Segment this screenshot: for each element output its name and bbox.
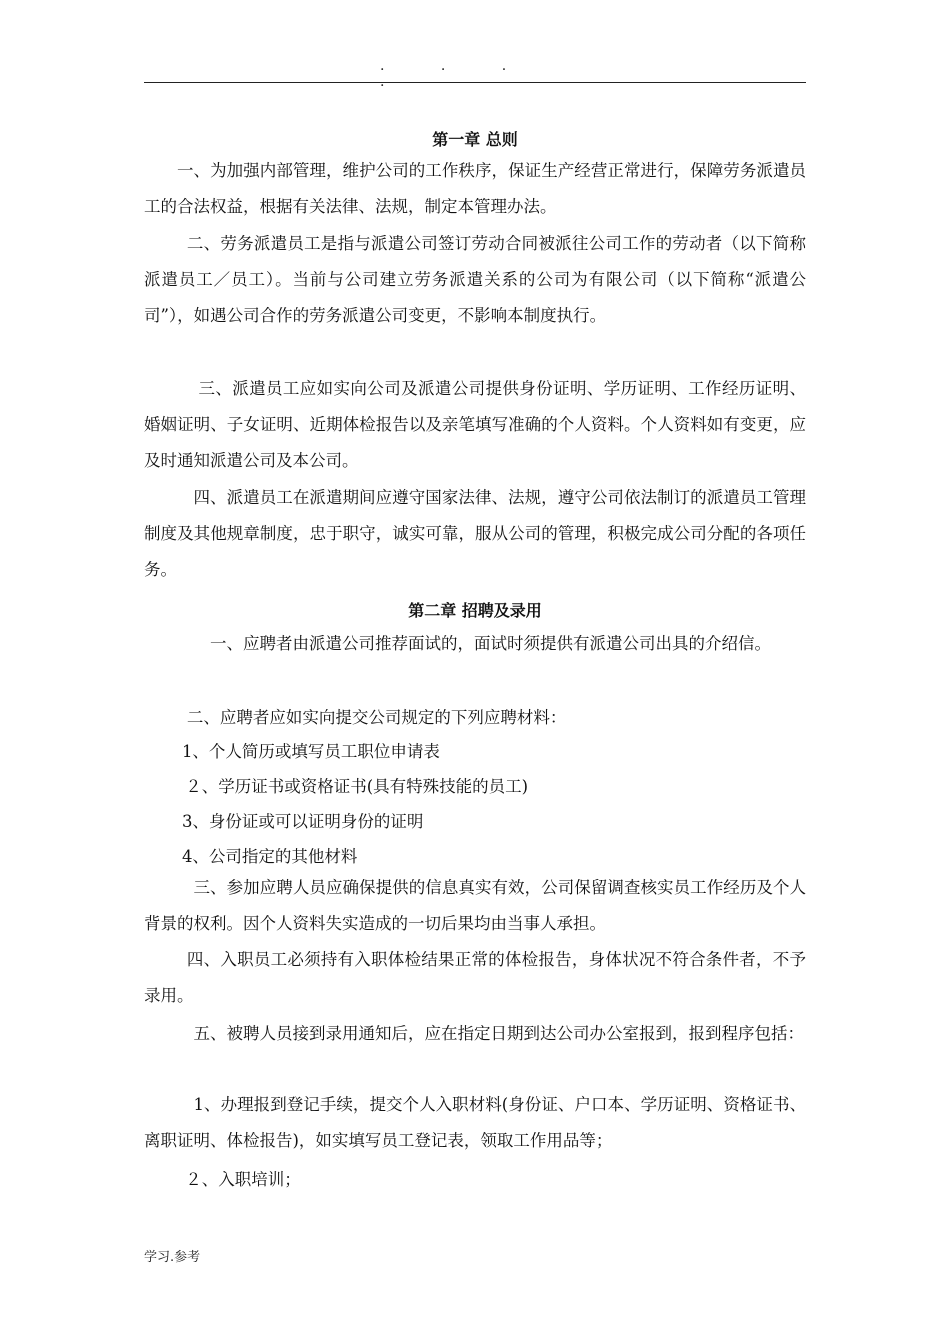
material-item-4: 4、公司指定的其他材料 (181, 847, 358, 866)
material-item-2: ２、学历证书或资格证书(具有特殊技能的员工) (185, 777, 529, 796)
chapter-2-paragraph-3: 三、参加应聘人员应确保提供的信息真实有效，公司保留调查核实员工作经历及个人背景的权利。因个人资料失实造成的一切后果均由当事人承担。 (144, 878, 806, 933)
chapter-1-title: 第一章 总则 (432, 130, 518, 149)
header-rule (144, 82, 806, 83)
chapter-1-paragraph-1: 一、为加强内部管理，维护公司的工作秩序，保证生产经营正常进行，保障劳务派遣员工的合法权益，根据有关法律、法规，制定本管理办法。 (144, 161, 806, 216)
chapter-2-paragraph-2: 二、应聘者应如实向提交公司规定的下列应聘材料： (186, 708, 567, 727)
chapter-2-paragraph-1: 一、应聘者由派遣公司推荐面试的，面试时须提供有派遣公司出具的介绍信。 (210, 634, 771, 653)
material-item-3: 3、身份证或可以证明身份的证明 (181, 812, 424, 831)
chapter-1-paragraph-4: 四、派遣员工在派遣期间应遵守国家法律、法规，遵守公司依法制订的派遣员工管理制度及其他规章制度，忠于职守，诚实可靠，服从公司的管理，积极完成公司分配的各项任务。 (144, 488, 806, 579)
registration-step-1: 1、办理报到登记手续，提交个人入职材料(身份证、户口本、学历证明、资格证书、离职证明、体检报告)，如实填写员工登记表，领取工作用品等； (144, 1095, 806, 1150)
page-footer: 学习.参考 (144, 1250, 201, 1265)
chapter-2-paragraph-4: 四、入职员工必须持有入职体检结果正常的体检报告，身体状况不符合条件者，不予录用。 (144, 950, 806, 1005)
header-dots: . . . . (380, 58, 533, 90)
material-item-1: 1、个人简历或填写员工职位申请表 (181, 742, 440, 761)
chapter-1-paragraph-2: 二、劳务派遣员工是指与派遣公司签订劳动合同被派往公司工作的劳动者（以下简称派遣员工／员工）。当前与公司建立劳务派遣关系的公司为有限公司（以下简称“派遣公司”），如遇公司合作的劳务派遣公司变更，不影响本制度执行。 (144, 234, 806, 325)
chapter-2-paragraph-5: 五、被聘人员接到录用通知后，应在指定日期到达公司办公室报到，报到程序包括： (193, 1024, 804, 1043)
registration-step-2: ２、入职培训； (185, 1170, 301, 1189)
chapter-2-title: 第二章 招聘及录用 (408, 601, 542, 620)
chapter-1-paragraph-3: 三、派遣员工应如实向公司及派遣公司提供身份证明、学历证明、工作经历证明、婚姻证明、子女证明、近期体检报告以及亲笔填写准确的个人资料。个人资料如有变更，应及时通知派遣公司及本公司。 (144, 379, 806, 470)
